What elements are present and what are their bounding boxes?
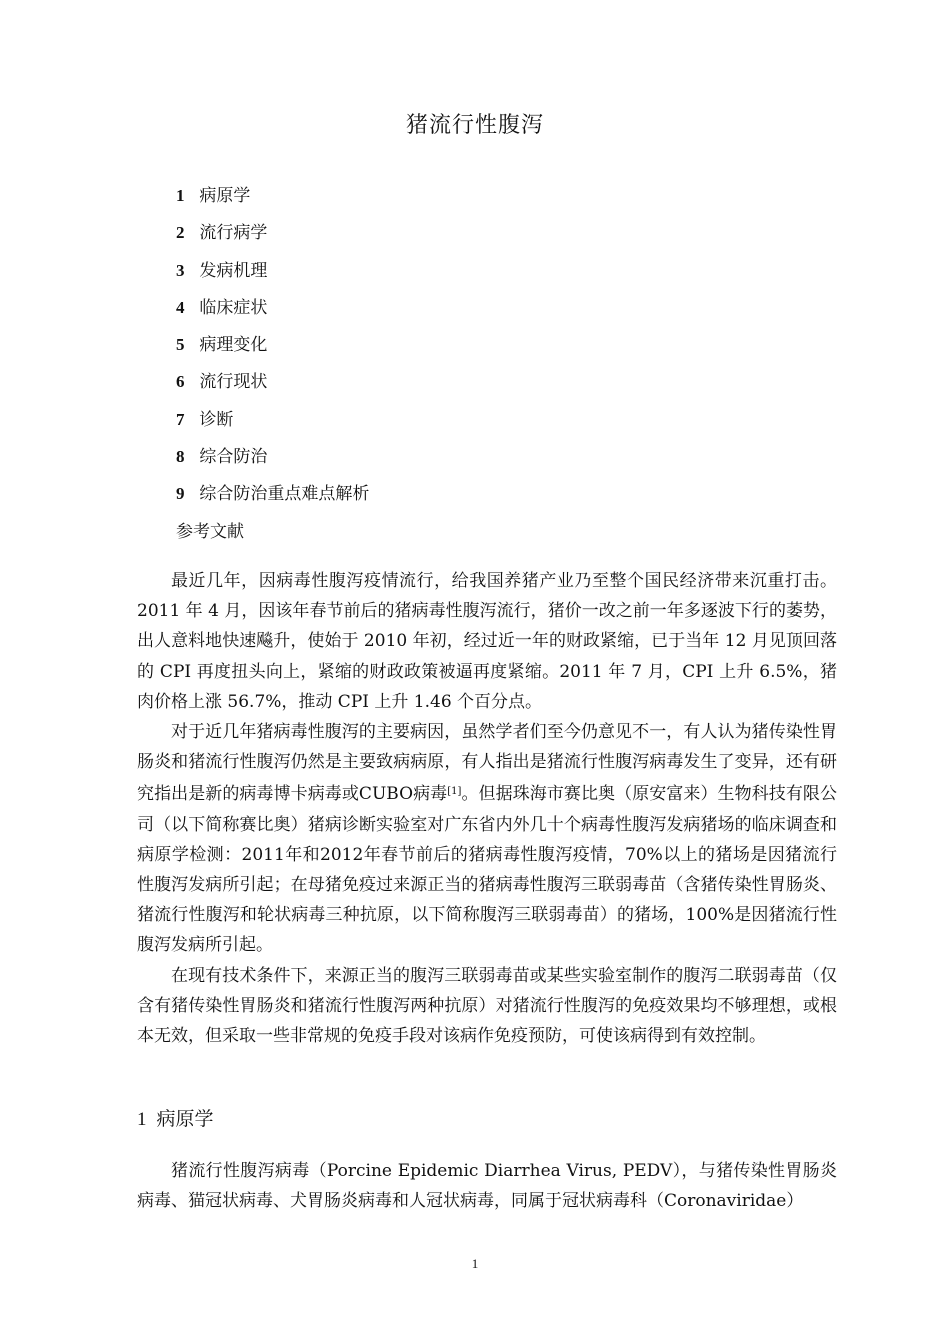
toc-item-label: 诊断 (199, 409, 234, 430)
toc-item (176, 182, 369, 219)
toc-item-label: 病理变化 (199, 335, 268, 356)
toc-item (176, 368, 369, 405)
paragraph: 猪流行性腹泻病毒（Porcine Epidemic Diarrhea Virus, PEDV），与猪传染性胃肠炎病毒、猫冠状病毒、犬胃肠炎病毒和人冠状病毒，同属于冠状病毒科（Coronaviridae） (137, 1161, 837, 1212)
toc-item (176, 443, 369, 480)
toc-item-number: 4 (176, 297, 185, 317)
section-number: 1 (137, 1109, 147, 1130)
toc-item-number: 6 (176, 372, 185, 392)
toc-item (176, 480, 369, 517)
toc-item-label: 发病机理 (199, 260, 268, 281)
toc-item-label: 综合防治重点难点解析 (199, 484, 370, 505)
toc-item-label: 综合防治 (199, 447, 268, 468)
toc-item-number: 8 (176, 447, 185, 467)
section-title: 病原学 (156, 1108, 214, 1130)
toc-item (176, 406, 369, 443)
paragraph-text: 。但据珠海市赛比奥（原安富来）生物科技有限公司（以下简称赛比奥）猪病诊断实验室对广东省内外几十个病毒性腹泻发病猪场的临床调查和病原学检测：2011年和2012年春节前后的猪病毒性腹泻疫情，70%以上的猪场是因猪流行性腹泻发病所引起；在母猪免疫过来源正当的猪病毒性腹泻三联弱毒苗（含猪传染性胃肠炎、猪流行性腹泻和轮状病毒三种抗原，以下简称腹泻三联弱毒苗）的猪场，100%是因猪流行性腹泻发病所引起。 (137, 784, 837, 956)
toc-item-number: 7 (176, 409, 185, 429)
toc-item (176, 294, 369, 331)
toc-item (176, 219, 369, 256)
toc-item-number: 5 (176, 335, 185, 355)
section-heading (137, 1104, 214, 1131)
paragraph (137, 717, 837, 961)
introduction (137, 566, 837, 1051)
toc-item-label: 流行现状 (199, 372, 268, 393)
toc-item-number: 1 (176, 186, 185, 205)
toc-item-number: 2 (176, 223, 185, 243)
toc-item-number: 3 (176, 260, 185, 280)
toc-item-references (176, 518, 369, 555)
toc-item (176, 331, 369, 368)
document-title: 猪流行性腹泻 (405, 113, 544, 138)
toc-item-label: 流行病学 (199, 223, 268, 244)
paragraph: 在现有技术条件下，来源正当的腹泻三联弱毒苗或某些实验室制作的腹泻二联弱毒苗（仅含有猪传染性胃肠炎和猪流行性腹泻两种抗原）对猪流行性腹泻的免疫效果均不够理想，或根本无效，但采取一些非常规的免疫手段对该病作免疫预防，可使该病得到有效控制。 (137, 965, 837, 1047)
toc-item-label: 临床症状 (199, 297, 268, 318)
toc-item-label: 参考文献 (176, 521, 244, 542)
page-number: 1 (471, 1256, 479, 1271)
toc-item (176, 257, 369, 294)
paragraph-text: 对于近几年猪病毒性腹泻的主要病因，虽然学者们至今仍意见不一，有人认为猪传染性胃肠炎和猪流行性腹泻仍然是主要致病病原，有人指出是猪流行性腹泻病毒发生了变异，还有研究指出是新的病毒博卡病毒或CUBO病毒 (137, 722, 837, 805)
table-of-contents (176, 182, 369, 555)
toc-item-number: 9 (176, 484, 185, 504)
citation-reference: [1] (447, 786, 462, 798)
section-body (137, 1156, 837, 1216)
toc-item-label: 病原学 (199, 186, 251, 206)
paragraph: 最近几年，因病毒性腹泻疫情流行，给我国养猪产业乃至整个国民经济带来沉重打击。2011 年 4 月，因该年春节前后的猪病毒性腹泻流行，猪价一改之前一年多逐波下行的萎势，出人意料地快速飚升，使始于 2010 年初，经过近一年的财政紧缩，已于当年 12 月见顶回落的 CPI 再度扭头向上，紧缩的财政政策被逼再度紧缩。2011 年 7 月，CPI 上升 6.5%，猪肉价格上涨 56.7%，推动 CPI 上升 1.46 个百分点。 (137, 571, 837, 712)
